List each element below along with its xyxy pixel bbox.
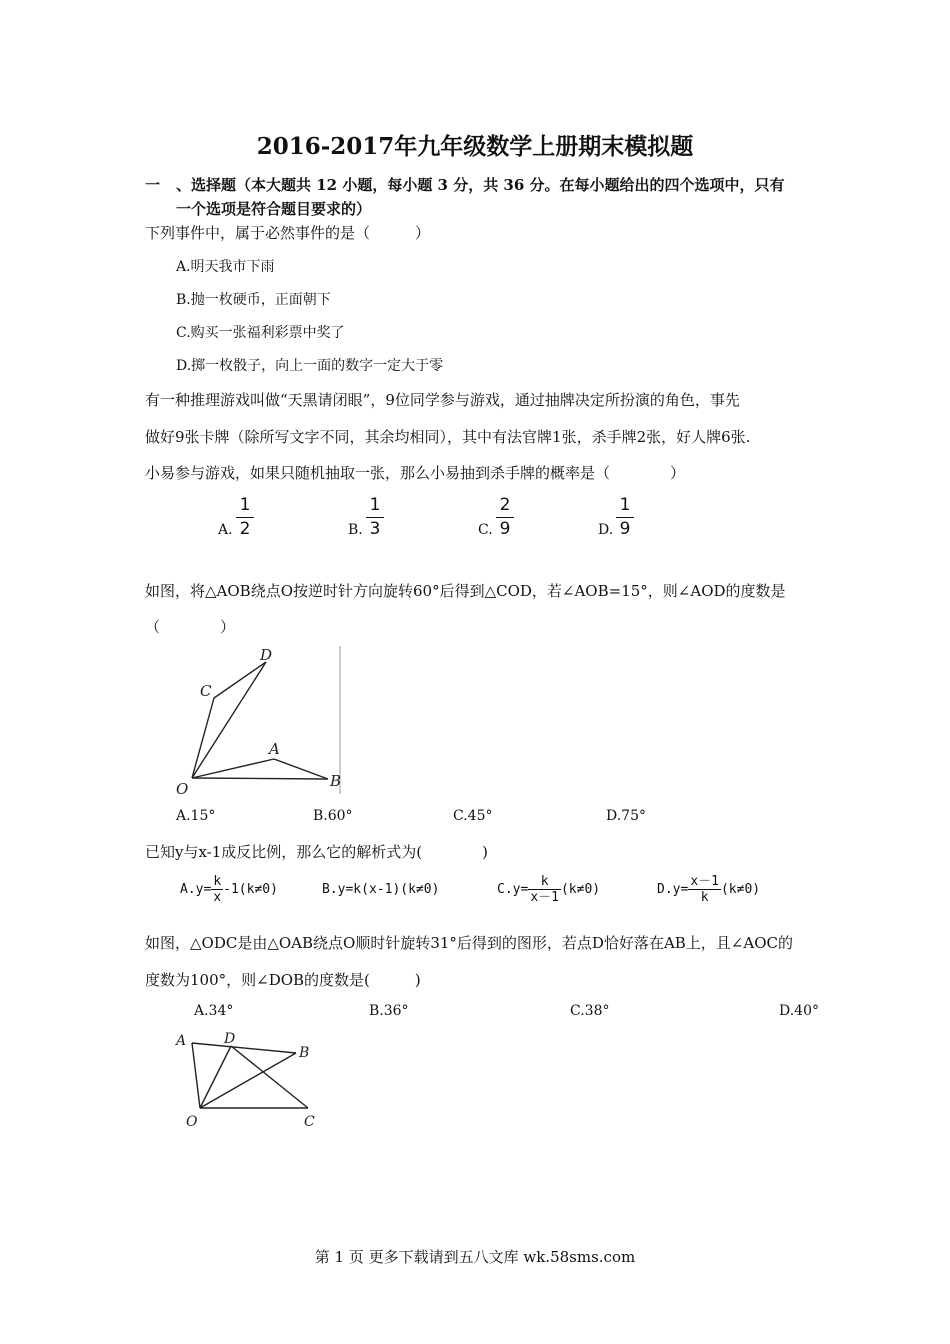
q4-option-c (497, 874, 600, 905)
fraction-denominator: 9 (619, 519, 631, 539)
figure-label-o: O (186, 1114, 198, 1130)
q3-line2: （ ） (145, 618, 236, 636)
segment-dc (231, 1046, 308, 1108)
q2-line3: 小易参与游戏，如果只随机抽取一张，那么小易抽到杀手牌的概率是（ ） (145, 464, 686, 482)
segment-ab (192, 1043, 296, 1053)
section-heading-line2: 一个选项是符合题目要求的） (176, 200, 372, 218)
q4-option-a-prefix: A.y= (180, 882, 212, 897)
segment-oa (192, 759, 274, 778)
q1-option-b: B.抛一枚硬币，正面朝下 (176, 292, 331, 308)
q4-option-c-numerator: k (528, 874, 561, 890)
q4-option-c-suffix: (k≠0) (560, 882, 601, 897)
figure-label-o: O (176, 780, 189, 798)
fraction-numerator: 1 (369, 495, 381, 515)
segment-oc (192, 698, 214, 778)
q2-option-c-fraction (493, 495, 517, 540)
q3-option-a: A.15° (176, 808, 216, 824)
q2-option-d-fraction (613, 495, 637, 540)
q3-line1: 如图，将△AOB绕点O按逆时针方向旋转60°后得到△COD，若∠AOB=15°，则∠AOD的度数是 (145, 582, 786, 600)
figure-label-b: B (299, 1045, 310, 1061)
fraction-numerator: 2 (499, 495, 511, 515)
q4-option-a-denominator: x (213, 890, 222, 905)
figure-label-a: A (176, 1033, 187, 1049)
q5-option-c: C.38° (570, 1003, 610, 1019)
section-number: 一 (145, 176, 161, 194)
q4-option-b: B.y=k(x-1)(k≠0) (322, 882, 440, 897)
q1-option-d: D.掷一枚骰子，向上一面的数字一定大于零 (176, 358, 444, 374)
rotation-figure-aob-cod (170, 640, 360, 800)
q4-option-a-suffix: -1(k≠0) (223, 882, 278, 897)
q3-option-d: D.75° (606, 808, 646, 824)
q5-line2: 度数为100°，则∠DOB的度数是( ) (145, 971, 421, 989)
figure-label-c: C (304, 1114, 315, 1130)
q5-line1: 如图，△ODC是由△OAB绕点O顺时针旋转31°后得到的图形，若点D恰好落在AB上，且∠AOC的 (145, 934, 793, 952)
q4-option-c-prefix: C.y= (497, 882, 529, 897)
q4-option-c-denominator: x－1 (530, 890, 559, 905)
section-heading-line1: 、选择题（本大题共 12 小题，每小题 3 分，共 36 分。在每小题给出的四个选项中，只有 (176, 176, 785, 194)
q4-option-a-numerator: k (213, 874, 222, 889)
q2-option-a-fraction (233, 495, 257, 540)
q2-line1: 有一种推理游戏叫做“天黑请闭眼”，9位同学参与游戏，通过抽牌决定所扮演的角色，事先 (145, 391, 740, 409)
q4-stem: 已知y与x-1成反比例，那么它的解析式为( ) (145, 843, 488, 861)
q2-option-b-label: B. (348, 522, 363, 538)
figure-label-b: B (330, 772, 342, 790)
q4-option-d-denominator: k (700, 890, 709, 905)
q2-line2: 做好9张卡牌（除所写文字不同，其余均相同），其中有法官牌1张，杀手牌2张，好人牌6张. (145, 428, 751, 446)
q2-option-c-label: C. (478, 522, 493, 538)
figure-label-a: A (269, 740, 280, 758)
fraction-denominator: 2 (239, 519, 251, 539)
q2-option-a-label: A. (218, 522, 233, 538)
q2-option-d-label: D. (598, 522, 614, 538)
q2-option-b-fraction (363, 495, 387, 540)
segment-ob (192, 778, 328, 779)
segment-ab (274, 759, 328, 779)
page-footer: 第 1 页 更多下载请到五八文库 wk.58sms.com (314, 1248, 636, 1266)
q1-option-c: C.购买一张福利彩票中奖了 (176, 325, 345, 341)
figure-label-d: D (224, 1031, 236, 1047)
q5-option-d: D.40° (779, 1003, 819, 1019)
q1-stem: 下列事件中，属于必然事件的是（ ） (145, 224, 431, 242)
page-title: 2016-2017年九年级数学上册期末模拟题 (256, 133, 694, 160)
fraction-denominator: 9 (499, 519, 511, 539)
figure-label-d: D (260, 646, 273, 664)
segment-oa (192, 1043, 200, 1108)
q5-option-a: A.34° (194, 1003, 234, 1019)
q5-option-b: B.36° (369, 1003, 409, 1019)
rotation-figure-odc-oab (172, 1028, 322, 1134)
q4-option-d (657, 874, 760, 905)
segment-cd (214, 662, 266, 698)
q3-option-b: B.60° (313, 808, 353, 824)
fraction-denominator: 3 (369, 519, 381, 539)
q4-option-d-suffix: (k≠0) (720, 882, 761, 897)
figure-label-c: C (200, 682, 212, 700)
q3-option-c: C.45° (453, 808, 493, 824)
q4-option-d-numerator: x－1 (690, 874, 719, 889)
fraction-numerator: 1 (239, 495, 251, 515)
segment-od (192, 662, 266, 778)
q4-option-a (180, 874, 278, 905)
q1-option-a: A.明天我市下雨 (176, 259, 275, 275)
fraction-numerator: 1 (619, 495, 631, 515)
q4-option-d-prefix: D.y= (657, 882, 689, 897)
